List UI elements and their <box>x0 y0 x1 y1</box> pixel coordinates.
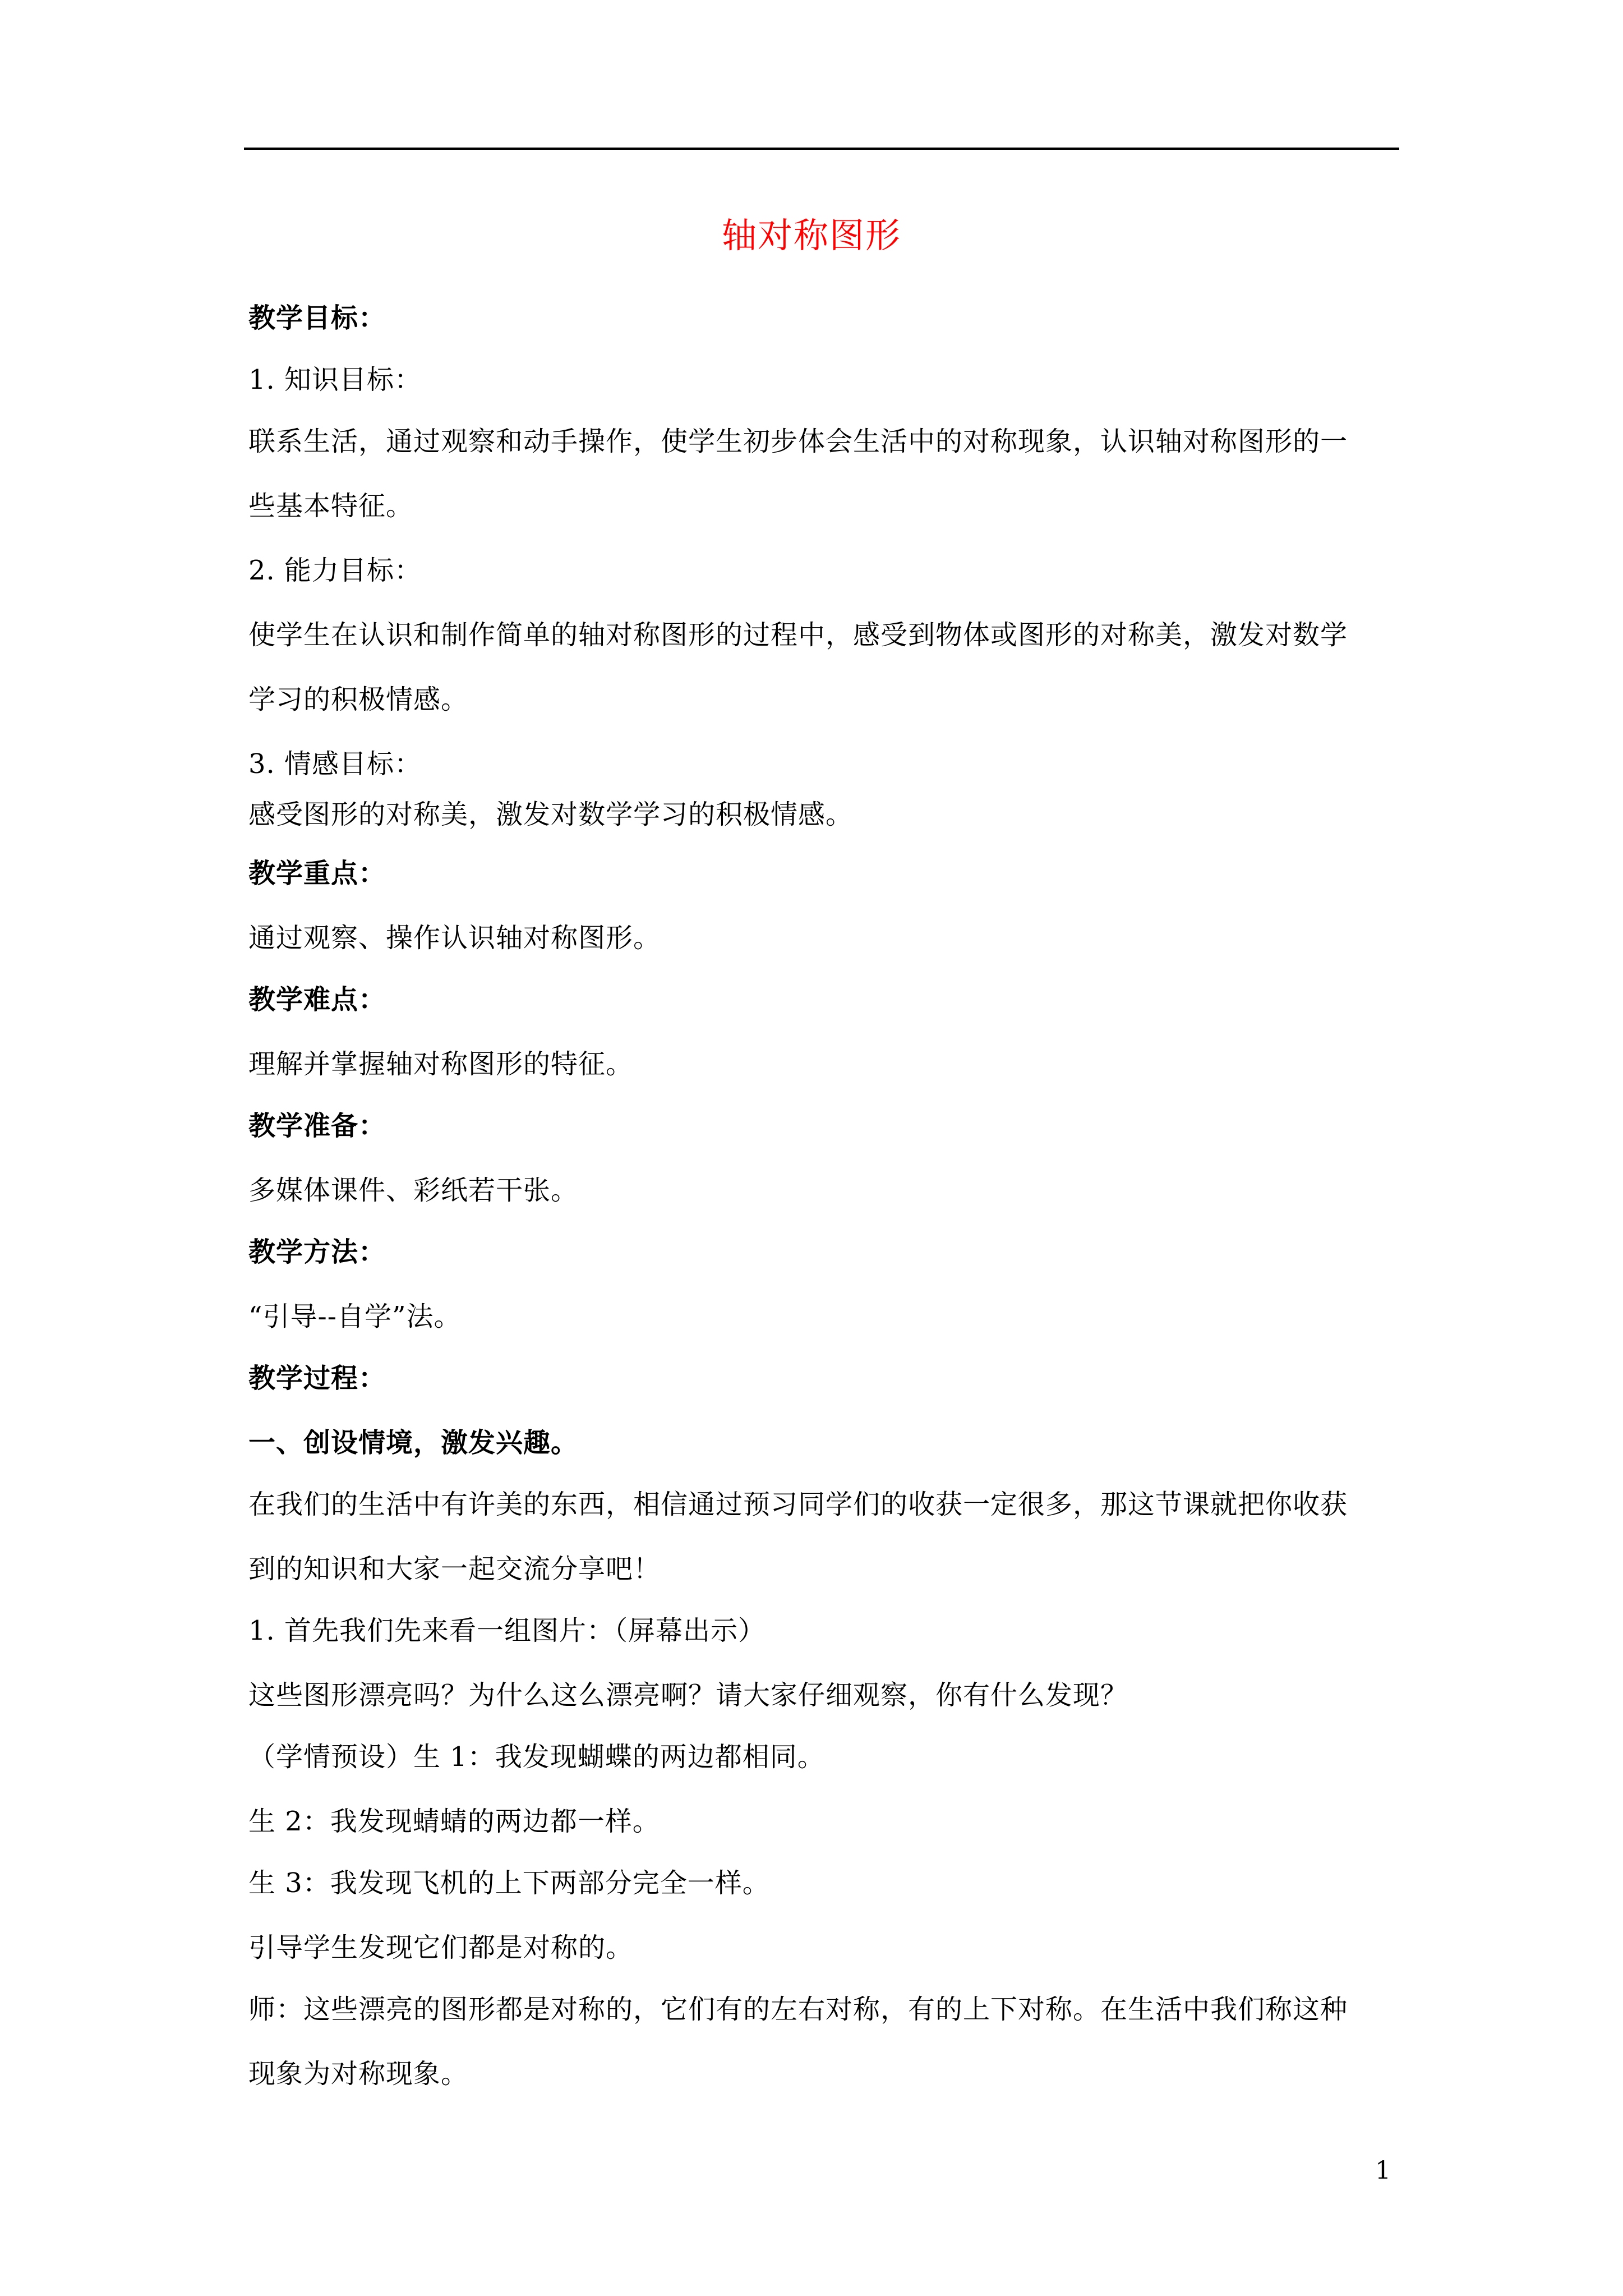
header-rule <box>244 148 1399 150</box>
paragraph-line: 使学生在认识和制作简单的轴对称图形的过程中，感受到物体或图形的对称美，激发对数学 <box>248 619 1348 651</box>
paragraph-line: 引导学生发现它们都是对称的。 <box>248 1932 634 1963</box>
document-title: 轴对称图形 <box>721 215 901 256</box>
heading-preparation: 教学准备： <box>248 1110 386 1142</box>
heading-methods: 教学方法： <box>248 1236 386 1268</box>
heading-key-points: 教学重点： <box>248 858 386 889</box>
paragraph-line: 师：这些漂亮的图形都是对称的，它们有的左右对称，有的上下对称。在生活中我们称这种 <box>248 1994 1348 2025</box>
paragraph-line: 感受图形的对称美，激发对数学学习的积极情感。 <box>248 799 854 830</box>
paragraph-line: 生 3：我发现飞机的上下两部分完全一样。 <box>248 1867 770 1899</box>
heading-process: 教学过程： <box>248 1363 386 1394</box>
paragraph-line: 学习的积极情感。 <box>248 684 469 715</box>
subheading-knowledge-goal: 1. 知识目标： <box>248 364 422 395</box>
paragraph-line: “引导--自学”法。 <box>248 1301 462 1332</box>
section-heading-one: 一、创设情境，激发兴趣。 <box>248 1427 579 1458</box>
paragraph-line: 理解并掌握轴对称图形的特征。 <box>248 1048 634 1080</box>
subheading-ability-goal: 2. 能力目标： <box>248 555 422 586</box>
paragraph-line: 到的知识和大家一起交流分享吧！ <box>248 1553 661 1585</box>
subheading-emotion-goal: 3. 情感目标： <box>248 748 422 780</box>
paragraph-line: 通过观察、操作认识轴对称图形。 <box>248 922 661 954</box>
paragraph-line: 些基本特征。 <box>248 490 414 522</box>
heading-difficulties: 教学难点： <box>248 984 386 1015</box>
paragraph-line: 这些图形漂亮吗？为什么这么漂亮啊？请大家仔细观察，你有什么发现？ <box>248 1680 1128 1711</box>
paragraph-line: 联系生活，通过观察和动手操作，使学生初步体会生活中的对称现象，认识轴对称图形的一 <box>248 426 1348 457</box>
heading-teaching-goals: 教学目标： <box>248 302 386 334</box>
page-number: 1 <box>1375 2156 1391 2185</box>
paragraph-line: 现象为对称现象。 <box>248 2058 469 2090</box>
paragraph-line: 1. 首先我们先来看一组图片：（屏幕出示） <box>248 1615 766 1646</box>
paragraph-line: 在我们的生活中有许美的东西，相信通过预习同学们的收获一定很多，那这节课就把你收获 <box>248 1489 1348 1520</box>
paragraph-line: （学情预设）生 1：我发现蝴蝶的两边都相同。 <box>248 1741 825 1773</box>
paragraph-line: 多媒体课件、彩纸若干张。 <box>248 1175 579 1206</box>
paragraph-line: 生 2：我发现蜻蜻的两边都一样。 <box>248 1806 660 1837</box>
